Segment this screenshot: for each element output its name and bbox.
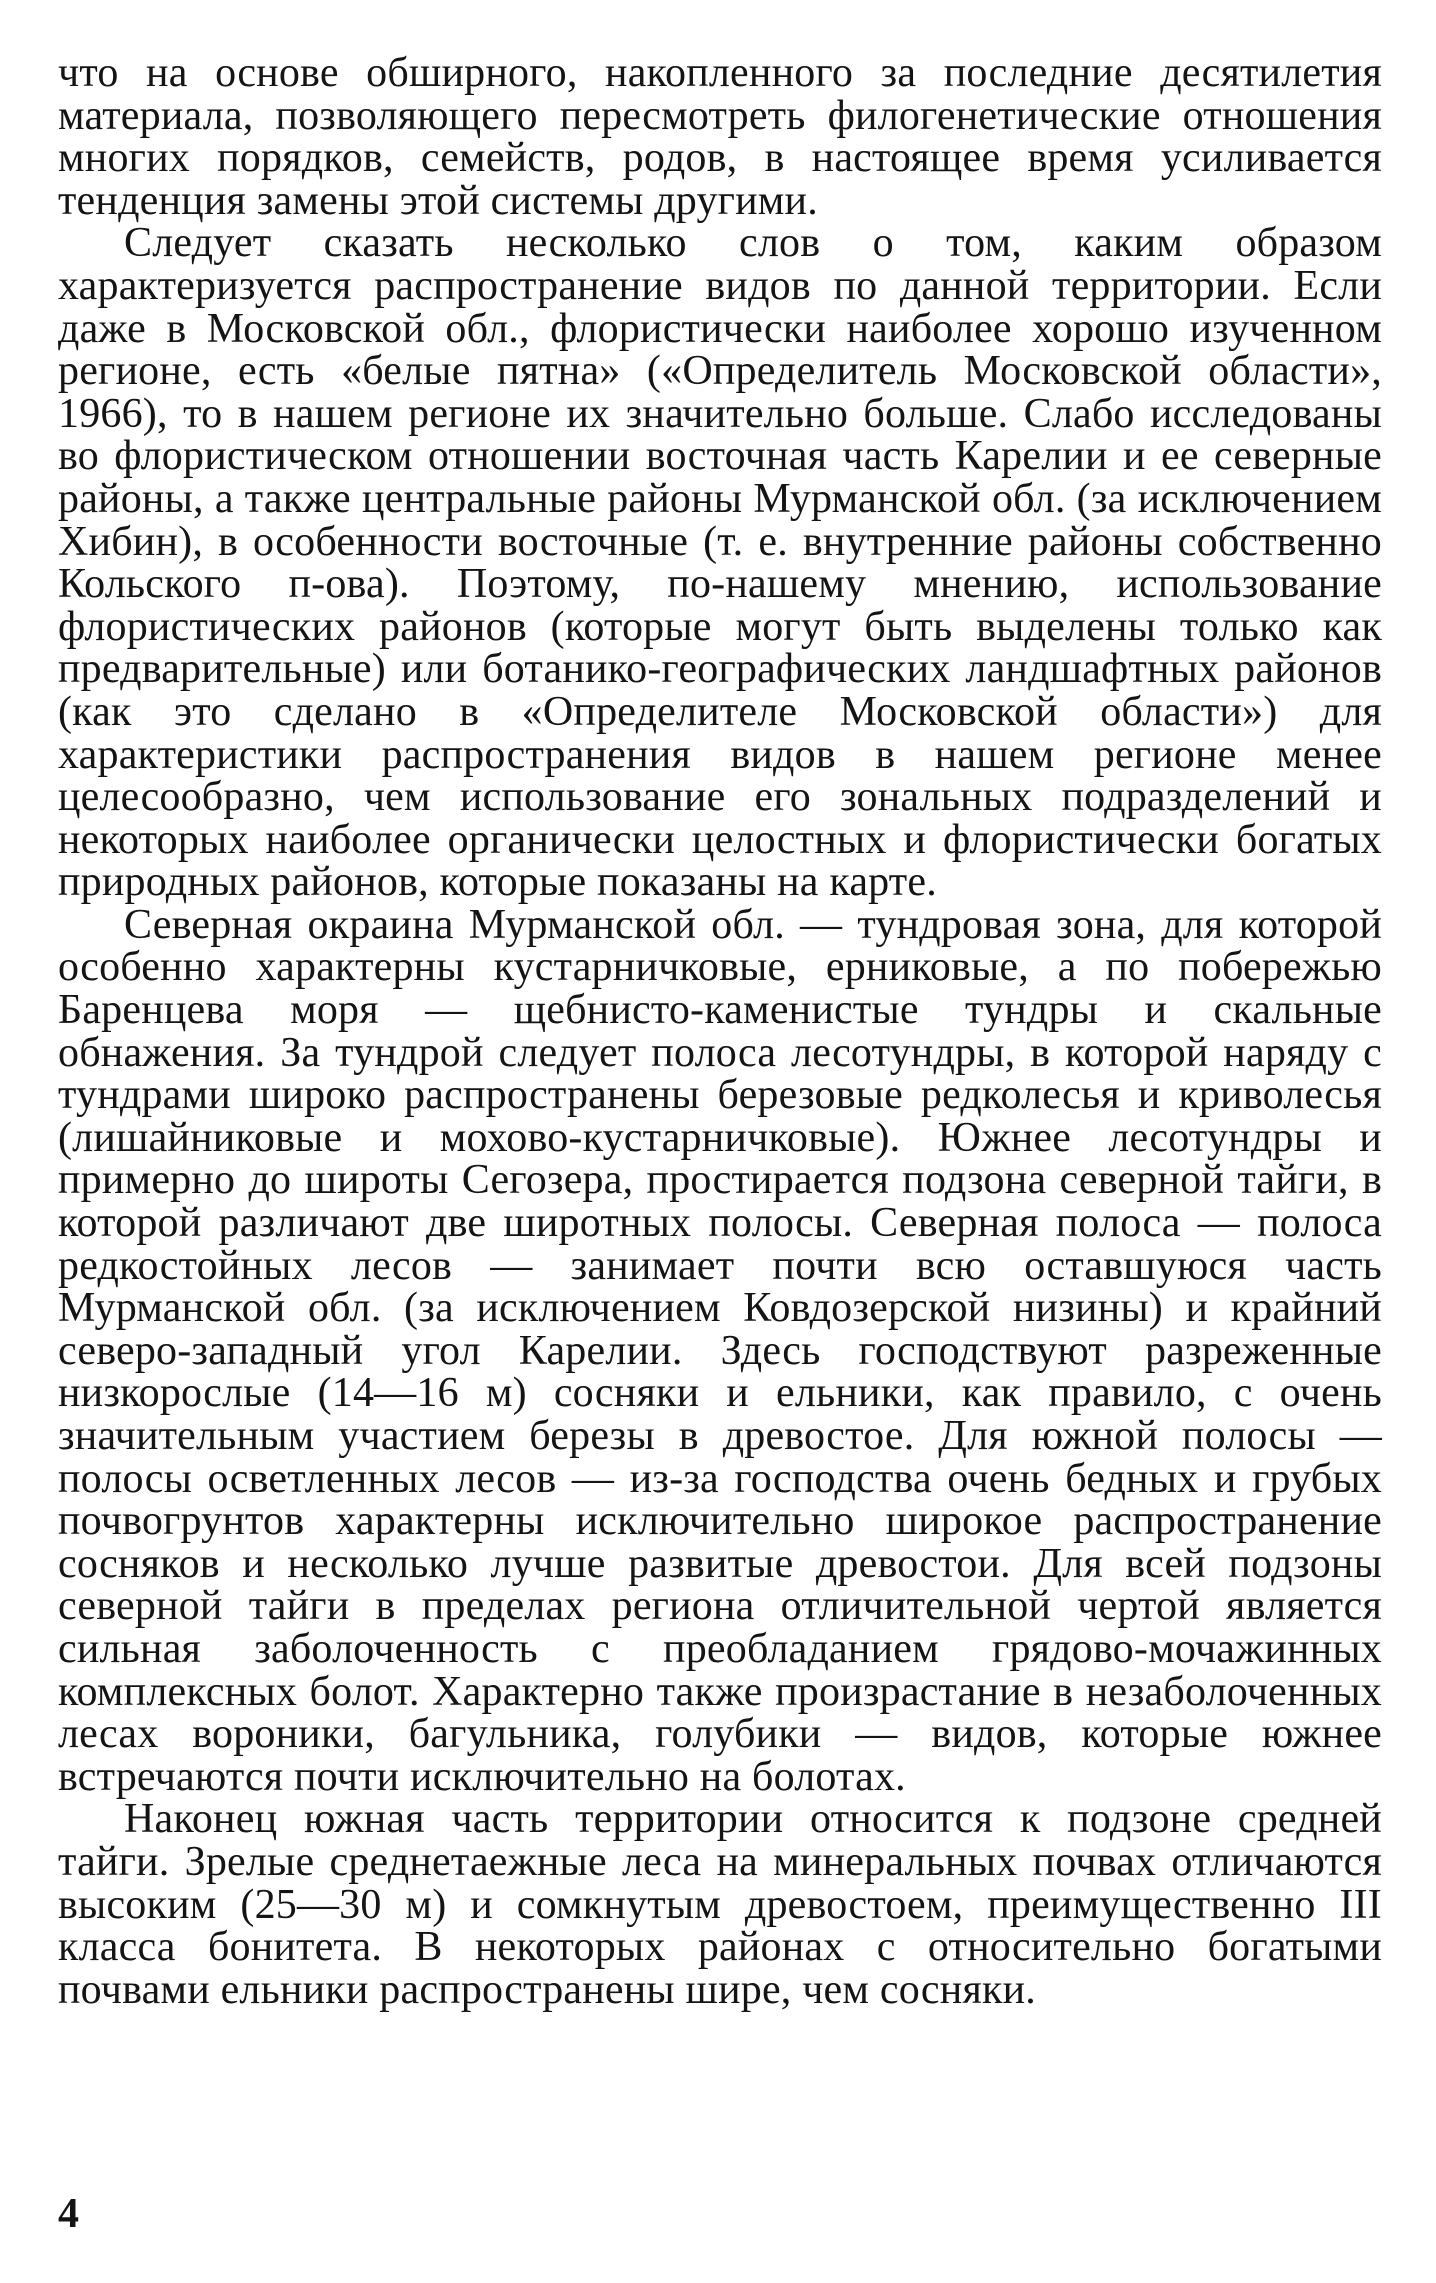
page-text-body — [58, 52, 1382, 2011]
page-number: 4 — [58, 2191, 79, 2237]
paragraph-continuation: что на основе обширного, накопленного за последние десятилетия материала, позволяющего пересмотреть филогенетические отношения многих порядков, семейств, родов, в настоящее время усиливается тенденция замены этой системы другими. — [58, 50, 1382, 224]
paragraph-species-distribution: Следует сказать несколько слов о том, каким образом характеризуется распространение видов по данной территории. Если даже в Московской обл., флористически наиболее хорошо изученном регионе, есть «белые пятна» («Определитель Московской области», 1966), то в нашем регионе их значительно больше. Слабо исследованы во флористическом отношении восточная часть Карелии и ее северные районы, а также центральные районы Мурманской обл. (за исключением Хибин), в особенности восточные (т. е. внутренние районы собственно Кольского п-ова). Поэтому, по-нашему мнению, использование флористических районов (которые могут быть выделены только как предварительные) или ботанико-географических ландшафтных районов (как это сделано в «Определителе Московской области») для характеристики распространения видов в нашем регионе менее целесообразно, чем использование его зональных подразделений и некоторых наиболее органически целостных и флористически богатых природных районов, которые показаны на карте. — [58, 220, 1382, 906]
paragraph-middle-taiga: Наконец южная часть территории относится к подзоне средней тайги. Зрелые среднетаежные леса на минеральных почвах отличаются высоким (25—30 м) и сомкнутым древостоем, преимущественно III класса бонитета. В некоторых районах с относительно богатыми почвами ельники распространены шире, чем сосняки. — [58, 1796, 1382, 2013]
paragraph-northern-zones: Северная окраина Мурманской обл. — тундровая зона, для которой особенно характерны кустарничковые, ерниковые, а по побережью Баренцева моря — щебнисто-каменистые тундры и скальные обнажения. За тундрой следует полоса лесотундры, в которой наряду с тундрами широко распространены березовые редколесья и криволесья (лишайниковые и мохово-кустарничковые). Южнее лесотундры и примерно до широты Сегозера, простирается подзона северной тайги, в которой различают две широтных полосы. Северная полоса — полоса редкостойных лесов — занимает почти всю оставшуюся часть Мурманской обл. (за исключением Ковдозерской низины) и крайний северо-западный угол Карелии. Здесь господствуют разреженные низкорослые (14—16 м) сосняки и ельники, как правило, с очень значительным участием березы в древостое. Для южной полосы — полосы осветленных лесов — из-за господства очень бедных и грубых почвогрунтов характерны исключительно широкое распространение сосняков и несколько лучше развитые древостои. Для всей подзоны северной тайги в пределах региона отличительной чертой является сильная заболоченность с преобладанием грядово-мочажинных комплексных болот. Характерно также произрастание в незаболоченных лесах вороники, багульника, голубики — видов, которые южнее встречаются почти исключительно на болотах. — [58, 901, 1382, 1800]
